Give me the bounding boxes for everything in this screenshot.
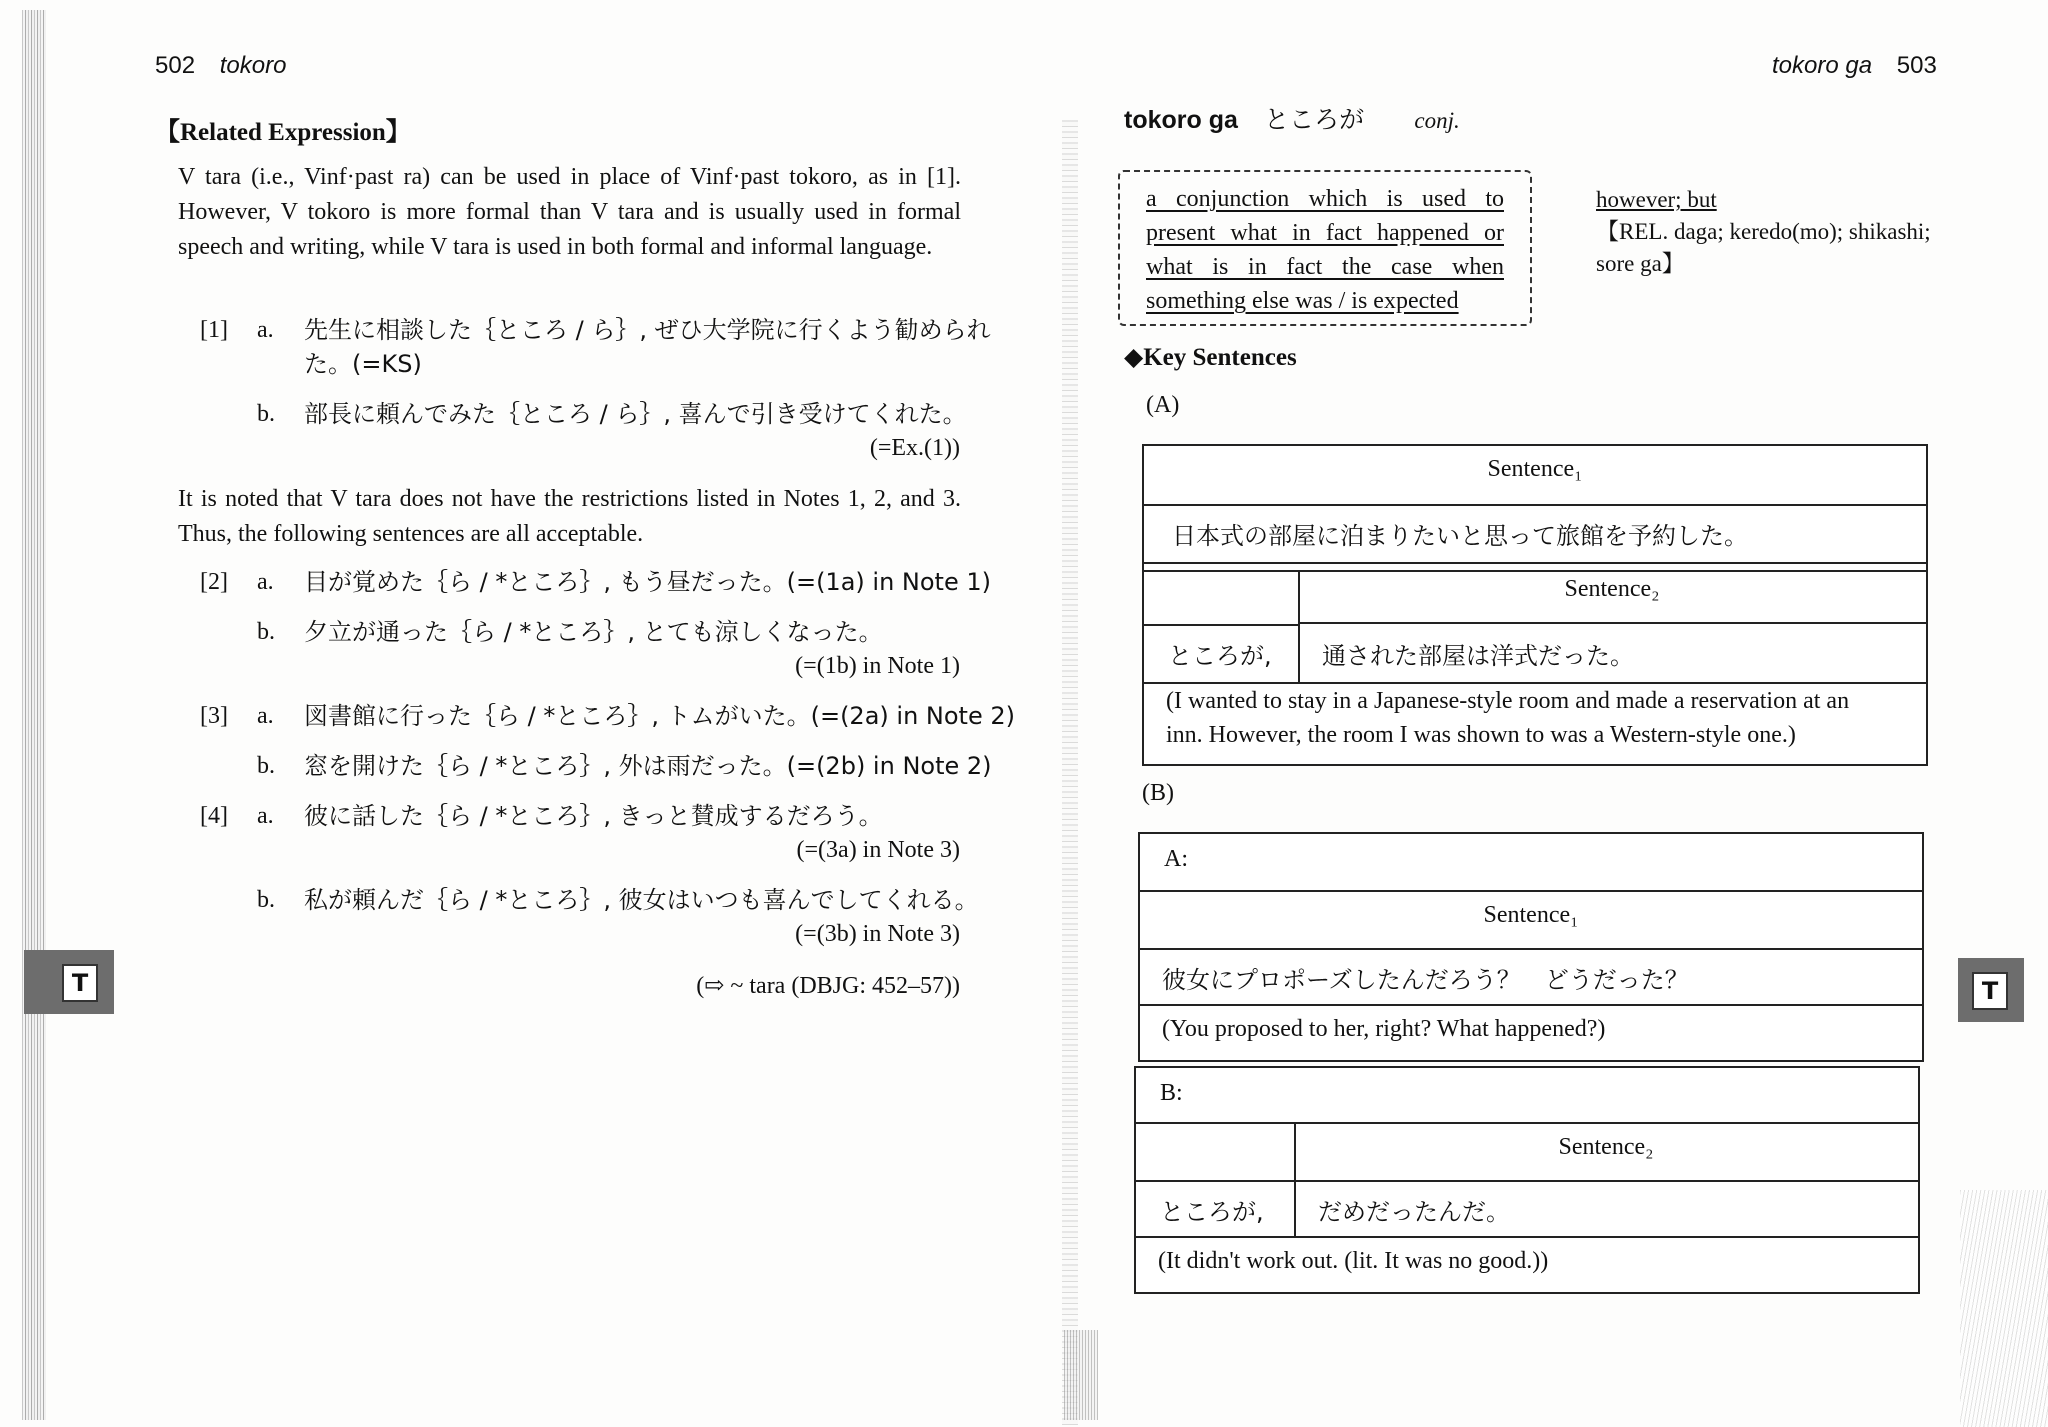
sentence2: 通された部屋は洋式だった。	[1322, 642, 1634, 670]
example-reference: (=(3b) in Note 3)	[795, 921, 960, 947]
sentence2-header: Sentence₂	[1558, 1134, 1654, 1160]
example-2b	[0, 616, 1060, 686]
table-rule	[1144, 504, 1926, 506]
table-rule	[1140, 948, 1922, 950]
speaker-b: B:	[1160, 1080, 1183, 1106]
page-edge	[22, 10, 46, 1420]
translation-line-2: inn. However, the room I was shown to was a Western-style one.)	[1166, 722, 1796, 748]
translation-b: (It didn't work out. (lit. It was no good.))	[1158, 1248, 1549, 1274]
example-letter: b.	[257, 887, 275, 913]
example-number: [2]	[200, 569, 228, 595]
table-rule	[1140, 890, 1922, 892]
thumb-index-tab	[24, 950, 114, 1014]
section-a-label: (A)	[1146, 392, 1180, 418]
table-rule	[1136, 1122, 1918, 1124]
section-b-label: (B)	[1142, 780, 1174, 806]
book-gutter	[1062, 120, 1078, 1425]
example-1a	[0, 314, 1060, 384]
example-reference: (=(1b) in Note 1)	[795, 653, 960, 679]
key-sentence-table-b-speaker-b	[1134, 1066, 1920, 1294]
table-rule	[1136, 1180, 1918, 1182]
sentence2-header: Sentence₂	[1564, 576, 1660, 602]
sentence1: 彼女にプロポーズしたんだろう？ どうだった？	[1162, 966, 1689, 994]
example-text: 私が頼んだ｛ら / *ところ｝, 彼女はいつも喜んでしてくれる。	[304, 886, 979, 914]
entry-japanese: ところが	[1264, 105, 1365, 134]
key-sentence-table-a	[1142, 444, 1928, 766]
example-4b	[0, 884, 1060, 954]
intro-paragraph: V tara (i.e., Vinf·past ra) can be used in place of Vinf·past tokoro, as in [1]. However, V tokoro is more formal than V tara and is usually used in formal speech and writing, while V tara is used in both formal and informal language.	[178, 164, 961, 260]
gutter-shadow	[1064, 1330, 1098, 1420]
table-rule	[1144, 682, 1926, 684]
running-title: tokoro ga	[1772, 52, 1873, 79]
table-rule	[1136, 1236, 1918, 1238]
example-letter: a.	[257, 569, 274, 595]
sentence1-header: Sentence₁	[1483, 902, 1579, 928]
entry-title	[1124, 100, 1460, 136]
cross-reference: (⇨ ~ tara (DBJG: 452–57))	[696, 973, 960, 999]
sentence2: だめだったんだ。	[1318, 1198, 1510, 1226]
example-text: 先生に相談した｛ところ / ら｝, ぜひ大学院に行くよう勧められ	[304, 316, 991, 344]
speaker-a: A:	[1164, 846, 1188, 872]
thumb-tab-letter: T	[62, 964, 98, 1002]
page-number: 503	[1896, 52, 1937, 79]
entry-part-of-speech: conj.	[1414, 108, 1460, 133]
example-text: 彼に話した｛ら / *ところ｝, きっと賛成するだろう。	[304, 802, 883, 830]
example-text: 図書館に行った｛ら / *ところ｝, トムがいた。(=(2a) in Note 2)	[304, 702, 1015, 730]
gloss-english: however; but	[1596, 187, 1717, 212]
example-text-continued: た。(=KS)	[304, 350, 422, 378]
example-letter: a.	[257, 703, 274, 729]
example-text: 夕立が通った｛ら / *ところ｝, とても涼しくなった。	[304, 618, 883, 646]
example-letter: b.	[257, 401, 275, 427]
key-sentences-heading: ◆Key Sentences	[1124, 344, 1297, 371]
thumb-tab-letter: T	[1972, 972, 2008, 1010]
example-number: [1]	[200, 317, 228, 343]
table-rule	[1144, 624, 1298, 626]
connector: ところが,	[1160, 1198, 1264, 1226]
page-number: 502	[155, 52, 196, 79]
key-sentence-table-b-speaker-a	[1138, 832, 1924, 1062]
table-rule	[1298, 622, 1926, 624]
example-reference: (=(3a) in Note 3)	[796, 837, 960, 863]
section-heading: 【Related Expression】	[155, 119, 411, 146]
example-1b	[0, 398, 1060, 468]
gloss-related: 【REL. daga; keredo(mo); shikashi; sore ga】	[1596, 219, 1931, 276]
example-reference: (=Ex.(1))	[869, 435, 960, 461]
sentence1: 日本式の部屋に泊まりたいと思って旅館を予約した。	[1172, 522, 1748, 550]
table-rule	[1140, 1004, 1922, 1006]
translation-line-1: (I wanted to stay in a Japanese-style room and made a reservation at an	[1166, 688, 1850, 714]
example-text: 窓を開けた｛ら / *ところ｝, 外は雨だった。(=(2b) in Note 2)	[304, 752, 992, 780]
table-rule	[1144, 562, 1926, 564]
example-4a	[0, 800, 1060, 870]
sentence1-header: Sentence₁	[1487, 456, 1583, 482]
example-letter: b.	[257, 619, 275, 645]
right-header	[1772, 52, 1937, 80]
entry-romaji: tokoro ga	[1124, 106, 1238, 134]
example-number: [4]	[200, 803, 228, 829]
connector: ところが,	[1168, 642, 1272, 670]
gloss	[1596, 184, 1946, 280]
table-rule	[1144, 570, 1926, 572]
example-text: 目が覚めた｛ら / *ところ｝, もう昼だった。(=(1a) in Note 1)	[304, 568, 991, 596]
definition-text: a conjunction which is used to present what in fact happened or what is in fact the case when something else was / is expected	[1146, 186, 1504, 314]
example-number: [3]	[200, 703, 228, 729]
example-letter: a.	[257, 317, 274, 343]
left-header	[155, 52, 286, 80]
running-title: tokoro	[219, 52, 287, 79]
middle-paragraph: It is noted that V tara does not have the restrictions listed in Notes 1, 2, and 3. Thus, the following sentences are all acceptable.	[178, 486, 961, 547]
example-text: 部長に頼んでみた｛ところ / ら｝, 喜んで引き受けてくれた。	[304, 400, 967, 428]
example-letter: a.	[257, 803, 274, 829]
page-corner-shade	[1960, 1190, 2048, 1427]
translation-a: (You proposed to her, right? What happened?)	[1162, 1016, 1606, 1042]
example-letter: b.	[257, 753, 275, 779]
thumb-index-tab	[1958, 958, 2024, 1022]
